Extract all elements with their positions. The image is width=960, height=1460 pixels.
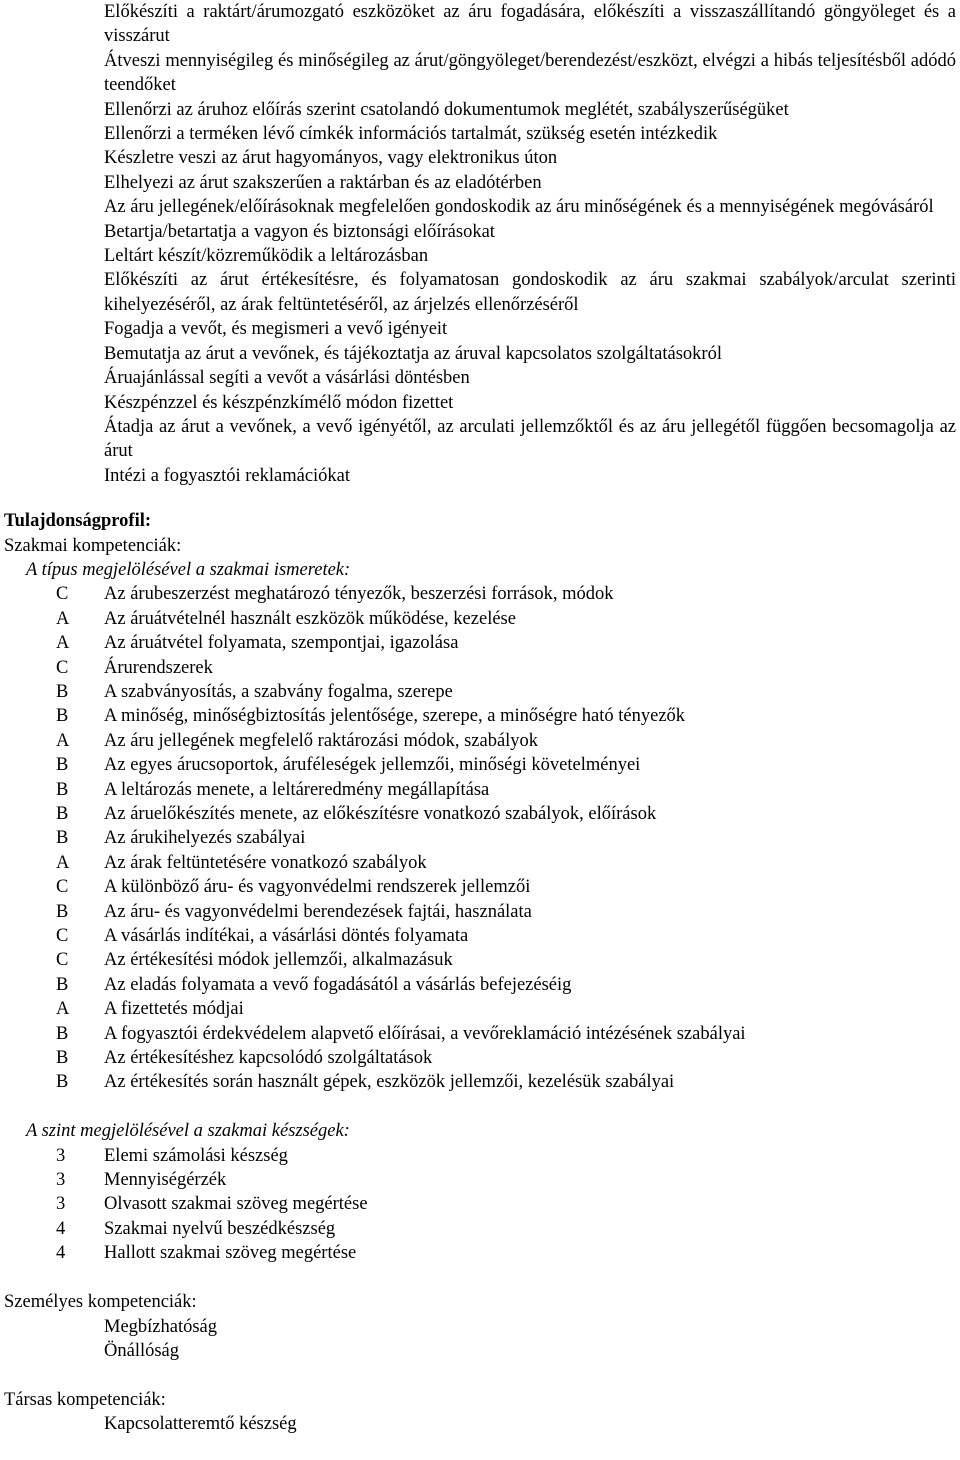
level-code: B [56,804,69,824]
level-code: 3 [56,1145,66,1166]
level-code: B [56,1072,69,1093]
level-code: B [56,828,69,849]
competency-text: Az áru jellegének megfelelő raktározási módok, szabályok [104,730,539,751]
competency-text: Az egyes árucsoportok, áruféleségek jellemzői, minőségi követelményei [104,755,641,776]
skill-row [0,1192,960,1216]
knowledge-row [0,1070,960,1094]
competency-text: A különböző áru- és vagyonvédelmi rendszerek jellemzői [104,877,531,898]
level-code: 4 [56,1218,66,1239]
knowledge-list [0,582,960,1095]
profile-heading: Tulajdonságprofil: [4,511,152,532]
knowledge-row [0,704,960,728]
competency-text: Olvasott szakmai szöveg megértése [104,1194,368,1215]
knowledge-row [0,924,960,948]
knowledge-row [0,900,960,924]
knowledge-row [0,826,960,850]
competency-text: Az értékesítés során használt gépek, eszközök jellemzői, kezelésük szabályai [104,1072,675,1093]
knowledge-row [0,607,960,631]
level-code: B [56,1048,69,1069]
competency-text: Az árubeszerzést meghatározó tényezők, beszerzési források, módok [104,584,614,605]
level-code: 3 [56,1194,66,1215]
competency-text: Árurendszerek [104,657,213,678]
level-code: 4 [56,1243,66,1264]
competency-text: Az eladás folyamata a vevő fogadásától a vásárlás befejezéséig [104,974,572,995]
level-code: C [56,877,69,898]
level-code: 3 [56,1170,66,1191]
skills-list [0,1144,960,1266]
task-item: Készpénzzel és készpénzkímélő módon fizettet [104,392,454,413]
level-code: C [56,657,69,678]
personal-competencies-label: Személyes kompetenciák: [4,1292,197,1313]
competency-text: Szakmai nyelvű beszédkészség [104,1218,336,1239]
task-item: Átveszi mennyiségileg és minőségileg az árut/göngyöleget/berendezést/eszközt, elvégzi a hibás teljesítésből adódó teendőket [104,50,956,96]
level-code: B [56,901,69,922]
personal-competency-item: Önállóság [104,1340,180,1361]
level-code: B [56,974,69,995]
level-code: A [56,852,70,873]
task-item: Elhelyezi az árut szakszerűen a raktárban és az eladótérben [104,172,542,193]
task-item: Bemutatja az árut a vevőnek, és tájékoztatja az áruval kapcsolatos szolgáltatásokról [104,343,722,364]
competency-text: Hallott szakmai szöveg megértése [104,1243,357,1264]
knowledge-row [0,631,960,655]
knowledge-row [0,802,960,826]
social-competency-item: Kapcsolatteremtő készség [104,1414,297,1435]
level-code: C [56,926,69,947]
knowledge-row [0,680,960,704]
personal-competency-item: Megbízhatóság [104,1316,218,1337]
competency-text: Az áruátvétel folyamata, szempontjai, igazolása [104,633,459,654]
knowledge-row [0,729,960,753]
task-item: Az áru jellegének/előírásoknak megfelelően gondoskodik az áru minőségének és a mennyiségének megóvásáról [104,197,934,218]
task-item: Ellenőrzi az áruhoz előírás szerint csatolandó dokumentumok meglétét, szabályszerűségüket [104,99,789,120]
level-code: A [56,633,70,654]
competency-text: A szabványosítás, a szabvány fogalma, szerepe [104,681,453,702]
knowledge-row [0,1022,960,1046]
skills-label: A szint megjelölésével a szakmai készségek: [26,1121,350,1142]
level-code: B [56,755,69,776]
social-competencies-label: Társas kompetenciák: [4,1389,166,1410]
task-item: Betartja/betartatja a vagyon és biztonsági előírásokat [104,221,495,242]
competency-text: A vásárlás indítékai, a vásárlási döntés folyamata [104,926,469,947]
level-code: A [56,608,70,629]
task-item: Előkészíti a raktárt/árumozgató eszközöket az áru fogadására, előkészíti a visszaszállítandó göngyöleget és a visszárut [104,2,956,47]
knowledge-row [0,582,960,606]
level-code: B [56,681,69,702]
task-item: Leltárt készít/közreműködik a leltározásban [104,246,429,267]
level-code: B [56,779,69,800]
competency-text: Az értékesítéshez kapcsolódó szolgáltatások [104,1048,433,1069]
competency-text: A fizettetés módjai [104,999,244,1020]
knowledge-row [0,875,960,899]
competency-text: Az árukihelyezés szabályai [104,828,306,849]
knowledge-row [0,997,960,1021]
task-item: Áruajánlással segíti a vevőt a vásárlási döntésben [104,368,470,389]
level-code: B [56,1023,69,1044]
knowledge-row [0,948,960,972]
level-code: C [56,584,69,605]
knowledge-label: A típus megjelölésével a szakmai ismeretek: [26,559,351,580]
competency-text: Az értékesítési módok jellemzői, alkalmazásuk [104,950,453,971]
level-code: A [56,730,70,751]
competency-text: Az áruelőkészítés menete, az előkészítésre vonatkozó szabályok, előírások [104,804,657,824]
competency-text: A fogyasztói érdekvédelem alapvető előírásai, a vevőreklamáció intézésének szabályai [104,1023,746,1044]
level-code: B [56,706,69,727]
level-code: C [56,950,69,971]
competency-text: Elemi számolási készség [104,1145,288,1166]
competency-text: Az áruátvételnél használt eszközök működése, kezelése [104,608,516,629]
task-item: Előkészíti az árut értékesítésre, és folyamatosan gondoskodik az áru szakmai szabályok/arculat szerinti kihelyezéséről, az árak feltüntetéséről, az árjelzés ellenőrzéséről [104,270,956,315]
skill-row [0,1241,960,1265]
level-code: A [56,999,70,1020]
task-item: Fogadja a vevőt, és megismeri a vevő igényeit [104,319,448,340]
knowledge-row [0,656,960,680]
skill-row [0,1217,960,1241]
competency-text: Az árak feltüntetésére vonatkozó szabályok [104,852,427,873]
competency-text: A leltározás menete, a leltáreredmény megállapítása [104,779,490,800]
skill-row [0,1168,960,1192]
social-list [0,1412,960,1436]
knowledge-row [0,1046,960,1070]
knowledge-row [0,973,960,997]
task-item: Intézi a fogyasztói reklamációkat [104,465,351,486]
competency-text: Az áru- és vagyonvédelmi berendezések fajtái, használata [104,901,532,922]
task-list [104,0,956,488]
competency-text: A minőség, minőségbiztosítás jelentősége, szerepe, a minőségre ható tényezők [104,706,686,727]
task-item: Készletre veszi az árut hagyományos, vagy elektronikus úton [104,148,558,169]
skill-row [0,1144,960,1168]
knowledge-row [0,851,960,875]
personal-list [0,1315,960,1364]
task-item: Ellenőrzi a terméken lévő címkék információs tartalmát, szükség esetén intézkedik [104,124,718,145]
professional-competencies-label: Szakmai kompetenciák: [4,535,182,556]
knowledge-row [0,753,960,777]
task-item: Átadja az árut a vevőnek, a vevő igényétől, az arculati jellemzőktől és az áru jellegétől függően becsomagolja az árut [104,416,956,462]
competency-text: Mennyiségérzék [104,1170,227,1191]
knowledge-row [0,778,960,802]
